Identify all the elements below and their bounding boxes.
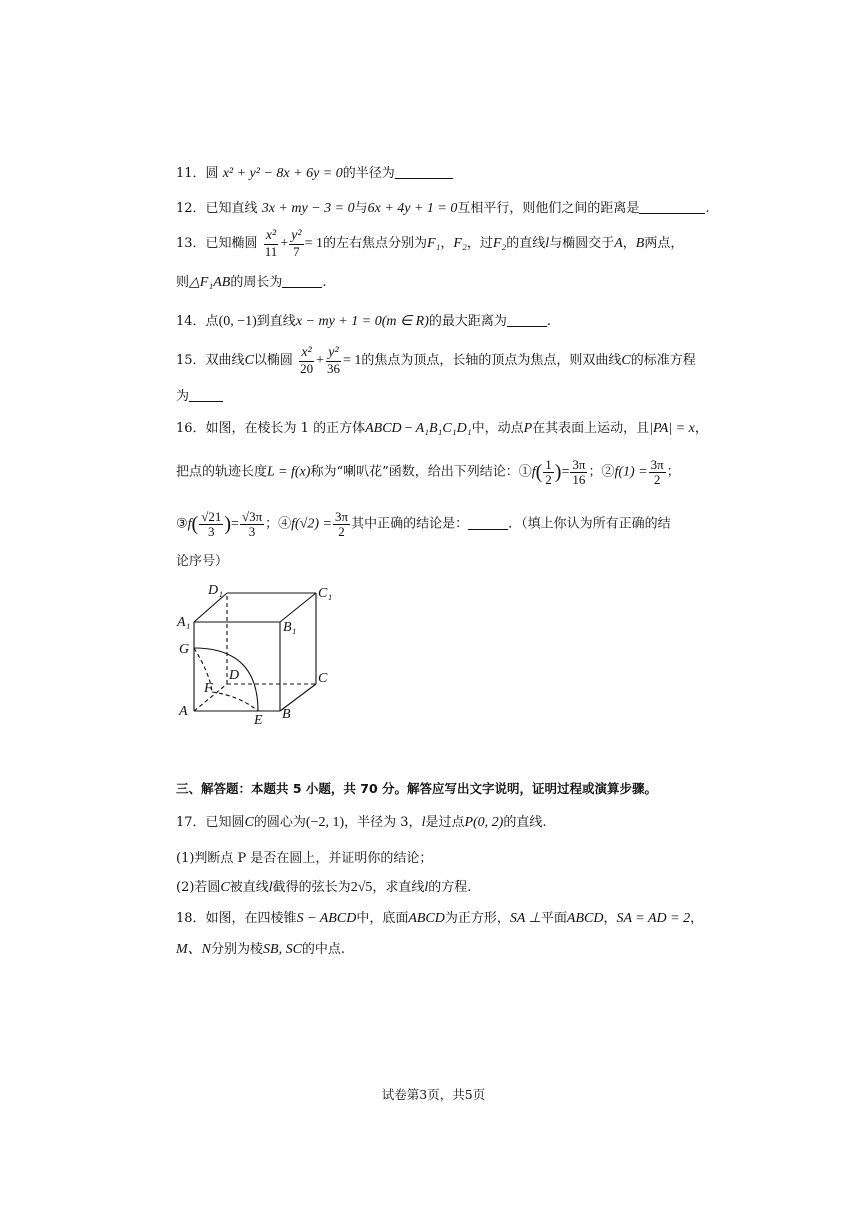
fraction: $\frac{3\pi}{2}$ (335, 509, 349, 539)
fraction: $\frac{\text{y²}}{36}$ (326, 345, 340, 376)
fraction: $\frac{3\pi}{16}$ (572, 457, 586, 487)
answer-blank (507, 314, 547, 327)
label-D1: D₁ (208, 583, 223, 598)
fraction: $\frac{\text{x²}}{11}$ (264, 228, 278, 259)
fraction: $\frac{3\pi}{2}$ (650, 457, 664, 487)
question-16-line2: 把点的轨迹长度L = f(x)称为“喇叭花”函数，给出下列结论：①f( $\frac{1}{2}$ )= $\frac{3\pi}{16}$ ；②f(1) = $\frac{3\pi}{2}$ ； (176, 457, 680, 487)
label-B: B (282, 707, 291, 722)
question-17: 17．已知圆C的圆心为(−2, 1)，半径为 3，l是过点P(0, 2)的直线. (176, 815, 547, 830)
answer-blank (395, 166, 453, 179)
fraction: $\frac{√21}{3}$ (201, 509, 222, 539)
equation: x² + y² − 8x + 6y = 0 (222, 166, 343, 181)
question-13: 13．已知椭圆 $\frac{\text{x²}}{11}$ + $\frac{\text{y²}}{7}$ = 1的左右焦点分别为F₁，F₂，过F₂的直线l与椭圆交于A，B两点， (176, 228, 684, 259)
answer-blank (189, 389, 223, 402)
question-16: 16．如图，在棱长为 1 的正方体ABCD − A₁B₁C₁D₁中，动点P在其表面上运动，且|PA| = x， (176, 421, 708, 436)
question-15: 15．双曲线C以椭圆 $\frac{\text{x²}}{20}$ + $\frac{\text{y²}}{36}$ = 1的焦点为顶点，长轴的顶点为焦点，则双曲线C的标准方程 (176, 345, 696, 376)
question-16-line4: 论序号） (176, 554, 229, 569)
fraction: $\frac{\text{y²}}{7}$ (291, 228, 302, 259)
question-15-line2: 为 (176, 389, 223, 403)
answer-blank (639, 201, 705, 214)
fraction: $\frac{√3\pi}{3}$ (241, 509, 263, 539)
cube-figure (170, 578, 340, 728)
label-C1: C₁ (318, 586, 333, 601)
answer-blank (468, 517, 508, 530)
fraction: $\frac{1}{2}$ (545, 457, 552, 487)
fraction: $\frac{\text{x²}}{20}$ (300, 345, 314, 376)
label-F: F (204, 681, 213, 696)
arc-FE (212, 692, 258, 711)
arc-GE (194, 648, 258, 711)
label-A: A (179, 704, 188, 719)
question-17-part1: (1)判断点 P 是否在圆上，并证明你的结论； (176, 851, 433, 866)
question-18-line2: M、N分别为棱SB, SC的中点. (176, 942, 346, 957)
label-B1: B₁ (283, 620, 297, 635)
label-C: C (318, 671, 328, 686)
question-14: 14．点(0, −1)到直线x − my + 1 = 0(m ∈ R)的最大距离为 . (176, 314, 552, 329)
page-footer: 试卷第3页，共5页 (381, 1087, 486, 1102)
label-E: E (254, 713, 263, 728)
question-18: 18．如图，在四棱锥S − ABCD中，底面ABCD为正方形，SA ⊥平面ABCD，SA = AD = 2， (176, 911, 704, 926)
question-12: 12．已知直线 3x + my − 3 = 0与6x + 4y + 1 = 0互相平行，则他们之间的距离是 . (176, 201, 710, 216)
question-13-line2: 则△F₁AB的周长为 . (176, 275, 327, 290)
answer-blank (282, 275, 322, 288)
section-heading: 三、解答题：本题共 5 小题，共 70 分。解答应写出文字说明，证明过程或演算步骤。 (176, 781, 658, 796)
label-D: D (229, 668, 240, 683)
edge-B1C1 (280, 593, 316, 622)
label-G: G (179, 642, 190, 657)
question-11: 11．圆 x² + y² − 8x + 6y = 0的半径为 (176, 166, 453, 181)
label-A1: A₁ (177, 615, 191, 630)
question-17-part2: (2)若圆C被直线l截得的弦长为2√5，求直线l的方程. (176, 880, 472, 895)
question-16-line3: ③f( $\frac{√21}{3}$ )= $\frac{√3\pi}{3}$ ；④f(√2) = $\frac{3\pi}{2}$ 其中正确的结论是： ．（填上你认为所有正确的结 (176, 509, 671, 539)
